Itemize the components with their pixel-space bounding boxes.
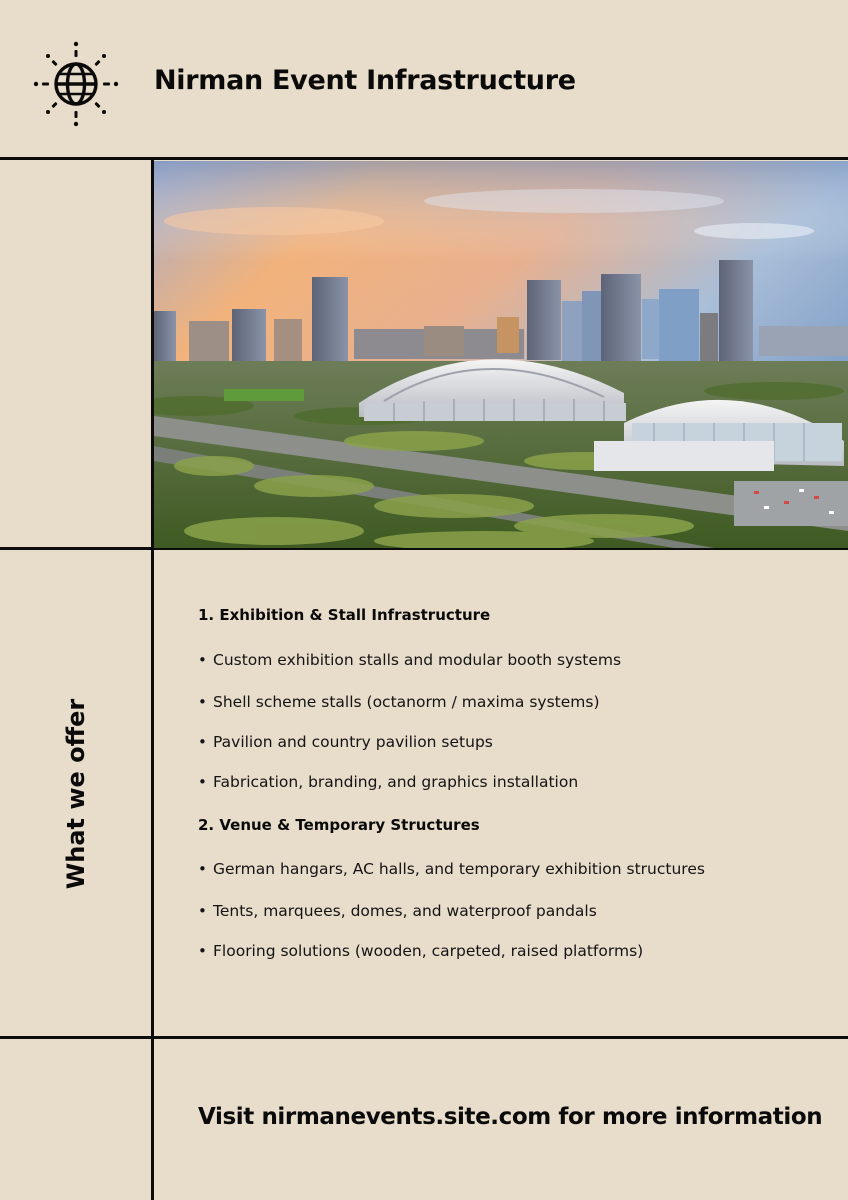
list-item: • Custom exhibition stalls and modular booth systems — [198, 651, 622, 669]
section-title-venue: 2. Venue & Temporary Structures — [198, 816, 480, 834]
section-title-exhibition: 1. Exhibition & Stall Infrastructure — [198, 606, 491, 624]
bullet-icon: • — [198, 902, 207, 920]
bullet-icon: • — [198, 651, 207, 669]
bullet-icon: • — [198, 860, 207, 878]
bullet-icon: • — [198, 942, 207, 960]
divider-top — [0, 157, 848, 160]
bullet-icon: • — [198, 693, 207, 711]
list-item: • German hangars, AC halls, and temporary exhibition structures — [198, 860, 705, 878]
list-item: • Tents, marquees, domes, and waterproof pandals — [198, 902, 597, 920]
globe-sunburst-icon — [30, 38, 122, 130]
list-item: • Shell scheme stalls (octanorm / maxima systems) — [198, 693, 600, 711]
list-item: • Fabrication, branding, and graphics installation — [198, 773, 579, 791]
bullet-icon: • — [198, 733, 207, 751]
bullet-icon: • — [198, 773, 207, 791]
sidebar — [0, 551, 151, 1037]
website-cta: Visit nirmanevents.site.com for more information — [198, 1104, 823, 1130]
stadium-cityscape-photo — [154, 161, 848, 548]
list-item: • Pavilion and country pavilion setups — [198, 733, 493, 751]
company-name: Nirman Event Infrastructure — [154, 65, 576, 96]
section-label: What we offer — [62, 698, 90, 890]
list-item: • Flooring solutions (wooden, carpeted, raised platforms) — [198, 942, 644, 960]
